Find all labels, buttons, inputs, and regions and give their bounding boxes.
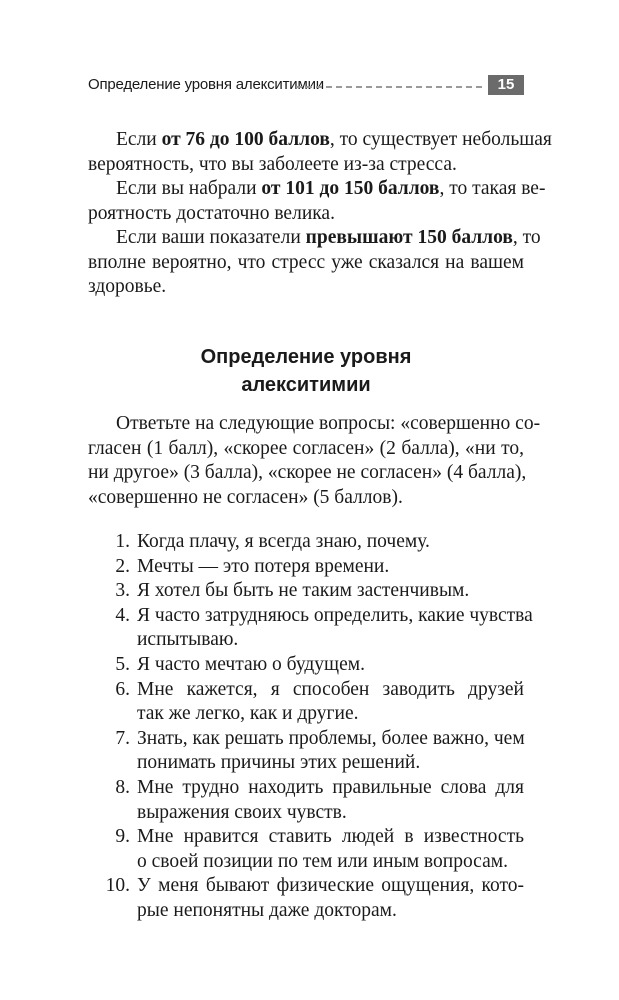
question-number: 4. [115,604,130,626]
text-line: ни другое» (3 балла), «скорее не согласен» (4 балла), [88,462,527,484]
question-text: Когда плачу, я всегда знаю, почему. [137,531,430,552]
section-heading [88,343,524,399]
list-item [100,874,524,923]
list-item [100,825,524,874]
question-text: Я хотел бы быть не таким застенчивым. [137,580,470,602]
text-line: Ответьте на следующие вопросы: «совершенно со- [116,413,541,434]
section-heading-line: алекситимии [241,374,371,396]
list-item [100,678,524,727]
bold-score-range: от 76 до 100 баллов [161,129,330,150]
text-line: вероятность, что вы заболеете из-за стресса. [88,153,457,175]
list-item [100,530,524,555]
text-run: , то существует небольшая [329,129,552,150]
text-run: Если [116,129,162,150]
question-text: Мне трудно находить правильные слова для [137,776,524,798]
question-text: Мне нравится ставить людей в известность [137,826,524,848]
question-text: понимать причины этих решений. [137,752,421,774]
question-number: 1. [115,531,130,552]
question-list [100,530,533,924]
list-item [100,653,524,678]
paragraph-76-100 [88,128,552,177]
question-text: Я часто мечтаю о будущем. [137,653,365,675]
running-header [88,74,524,98]
running-header-title: Определение уровня алекситимии [88,76,324,93]
question-number: 2. [115,555,130,577]
question-number: 3. [115,580,130,602]
text-run: Если вы набрали [116,178,262,199]
question-text: о своей позиции по тем или иным вопросам. [137,850,508,872]
list-item [100,555,524,580]
question-text: У меня бывают физические ощущения, кото- [137,875,524,897]
question-number: 5. [115,653,130,675]
list-item [100,604,533,653]
text-line: роятность достаточно велика. [88,202,335,224]
question-text: так же легко, как и другие. [137,703,359,725]
question-text: Мечты — это потеря времени. [137,555,390,577]
question-text: Я часто затрудняюсь определить, какие чувства [137,604,533,626]
question-text: Знать, как решать проблемы, более важно, чем [137,727,525,749]
question-number: 9. [115,826,130,848]
text-line: гласен (1 балл), «скорее согласен» (2 балла), «ни то, [88,437,524,459]
question-number: 10. [105,875,130,897]
bold-score-range: превышают 150 баллов [305,227,513,248]
text-line: «совершенно не согласен» (5 баллов). [88,486,403,508]
paragraph-101-150 [88,177,546,226]
question-text: Мне кажется, я способен заводить друзей [137,678,524,700]
question-number: 7. [115,727,130,749]
question-text: испытываю. [137,629,239,651]
list-item [100,776,524,825]
question-text: рые непонятны даже докторам. [137,899,397,921]
text-line: здоровье. [88,276,167,298]
instructions-paragraph [88,412,541,510]
section-heading-line: Определение уровня [200,346,412,368]
question-number: 8. [115,776,130,798]
paragraph-over-150 [88,226,541,300]
text-run: , то [512,227,541,248]
page-number-badge: 15 [488,75,524,95]
text-run: Если ваши показатели [116,227,306,248]
bold-score-range: от 101 до 150 баллов [261,178,440,199]
list-item [100,579,524,604]
list-item [100,727,524,776]
header-dotted-rule [296,86,482,88]
text-line: вполне вероятно, что стресс уже сказался на вашем [88,251,524,273]
question-text: выражения своих чувств. [137,801,347,823]
question-number: 6. [115,678,130,700]
text-run: , то такая ве- [439,178,546,199]
